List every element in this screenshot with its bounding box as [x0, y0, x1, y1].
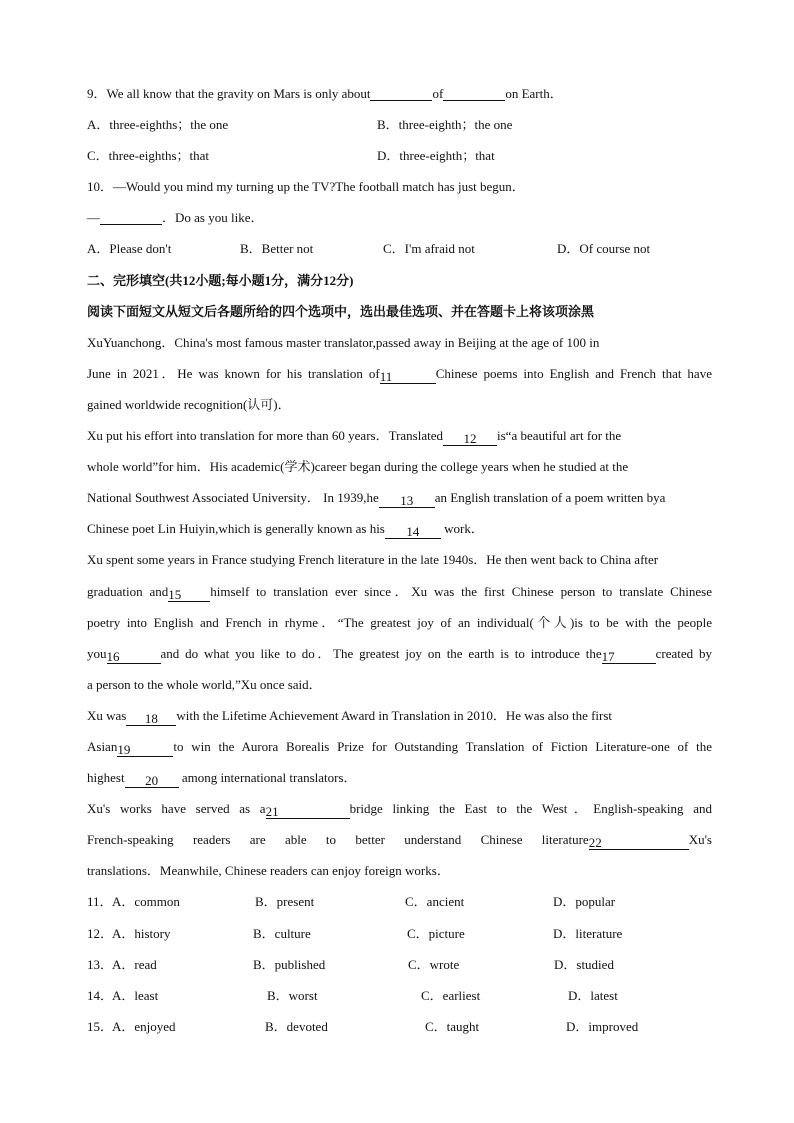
choice-row-11: [87, 886, 712, 917]
option-a[interactable]: A．history: [112, 925, 171, 941]
passage-line: Xu spent some years in France studying French literature in the late 1940s．He then went back to China after: [87, 552, 659, 568]
answer-blank: [100, 210, 162, 225]
answer-blank: 12: [443, 431, 497, 446]
answer-blank: 15: [168, 587, 210, 602]
option-b[interactable]: B．devoted: [265, 1018, 328, 1034]
answer-blank: [443, 86, 505, 101]
option-a[interactable]: A．least: [112, 987, 159, 1003]
option-d[interactable]: D．literature: [553, 925, 623, 941]
option-d[interactable]: D．popular: [553, 894, 616, 910]
question-10-options: [87, 233, 712, 264]
option-c[interactable]: C．ancient: [405, 894, 465, 910]
passage-line: gained worldwide recognition(认可)．: [87, 396, 291, 412]
question-9-stem: 9．We all know that the gravity on Mars is only about of on Earth．: [87, 86, 563, 101]
option-b[interactable]: B．Better not: [240, 241, 314, 257]
passage-line: Xu's works have served as a21 bridge linking the East to the West．English-speaking and: [87, 801, 712, 820]
passage-line: you16 and do what you like to do．The greatest joy on the earth is to introduce the17 created by: [87, 645, 712, 664]
option-c[interactable]: C．wrote: [408, 956, 460, 972]
worksheet-page: [87, 78, 712, 1042]
section-instruction: 阅读下面短文从短文后各题所给的四个选项中，选出最佳选项、并在答题卡上将该项涂黑: [87, 303, 595, 319]
choice-number: 13．: [87, 956, 114, 972]
answer-blank: 22: [589, 835, 689, 850]
answer-blank: 21: [266, 804, 350, 819]
choice-number: 11．: [87, 894, 113, 910]
passage-line: Chinese poet Lin Huiyin,which is generally known as his 14 work．: [87, 521, 484, 540]
option-c[interactable]: C．earliest: [421, 987, 481, 1003]
option-a[interactable]: A．enjoyed: [112, 1018, 176, 1034]
option-c[interactable]: C．taught: [425, 1018, 480, 1034]
answer-blank: 19: [117, 742, 173, 757]
option-a[interactable]: A．common: [112, 894, 180, 910]
answer-blank: 16: [107, 649, 161, 664]
option-d[interactable]: D．studied: [554, 956, 614, 972]
answer-blank: 20: [125, 773, 179, 788]
passage-line: French-speaking readers are able to better understand Chinese literature22 Xu's: [87, 832, 712, 851]
passage-line: XuYuanchong．China's most famous master translator,passed away in Beijing at the age of 100 in: [87, 334, 600, 350]
choice-number: 12．: [87, 925, 114, 941]
option-a[interactable]: A．three-eighths；the one: [87, 117, 229, 133]
choice-number: 15．: [87, 1018, 114, 1034]
option-d[interactable]: D．latest: [568, 987, 618, 1003]
choice-row-12: [87, 918, 712, 949]
question-9-options-row2: [87, 140, 712, 171]
option-c[interactable]: C．three-eighths；that: [87, 148, 210, 164]
passage-line: Asian19 to win the Aurora Borealis Prize for Outstanding Translation of Fiction Literature-one of the: [87, 738, 712, 757]
passage-line: National Southwest Associated University． In 1939,he 13 an English translation of a poem written bya: [87, 490, 666, 509]
passage-line: Xu put his effort into translation for more than 60 years．Translated 12 is“a beautiful art for the: [87, 428, 622, 447]
option-d[interactable]: D．improved: [566, 1018, 639, 1034]
option-d[interactable]: D．Of course not: [557, 241, 651, 257]
option-a[interactable]: A．read: [112, 956, 157, 972]
option-c[interactable]: C．I'm afraid not: [383, 241, 475, 257]
option-b[interactable]: B．culture: [253, 925, 311, 941]
choice-number: 14．: [87, 987, 114, 1003]
option-b[interactable]: B．published: [253, 956, 326, 972]
option-b[interactable]: B．present: [255, 894, 315, 910]
answer-blank: 11: [380, 369, 436, 384]
option-b[interactable]: B．three-eighth；the one: [377, 117, 513, 133]
passage-line: whole world”for him．His academic(学术)career began during the college years when he studied at the: [87, 459, 629, 475]
answer-blank: 18: [126, 711, 176, 726]
answer-blank: [370, 86, 432, 101]
choice-row-13: [87, 949, 712, 980]
passage-line: graduation and15 himself to translation ever since．Xu was the first Chinese person to translate Chinese: [87, 583, 712, 602]
choice-row-15: [87, 1011, 712, 1042]
choice-row-14: [87, 980, 712, 1011]
section-heading: 二、完形填空(共12小题;每小题1分，满分12分): [87, 272, 354, 288]
option-b[interactable]: B．worst: [267, 987, 318, 1003]
option-a[interactable]: A．Please don't: [87, 241, 172, 257]
passage-line: poetry into English and French in rhyme．“The greatest joy of an individual(个人)is to be with the people: [87, 614, 712, 630]
answer-blank: 14: [385, 524, 441, 539]
passage-line: June in 2021．He was known for his translation of11 Chinese poems into English and French that have: [87, 365, 712, 384]
passage-line: Xu was 18 with the Lifetime Achievement Award in Translation in 2010．He was also the first: [87, 707, 613, 726]
option-d[interactable]: D．three-eighth；that: [377, 148, 495, 164]
option-c[interactable]: C．picture: [407, 925, 465, 941]
question-10-stem: 10．—Would you mind my turning up the TV?The football match has just begun．: [87, 179, 525, 195]
question-9-options-row1: [87, 109, 712, 140]
passage-line: highest 20 among international translators．: [87, 770, 357, 789]
question-10-reply: — ．Do as you like．: [87, 210, 264, 226]
answer-blank: 17: [602, 649, 656, 664]
answer-blank: 13: [379, 493, 435, 508]
passage-line: translations．Meanwhile, Chinese readers can enjoy foreign works．: [87, 863, 450, 879]
passage-line: a person to the whole world,”Xu once said．: [87, 676, 322, 692]
